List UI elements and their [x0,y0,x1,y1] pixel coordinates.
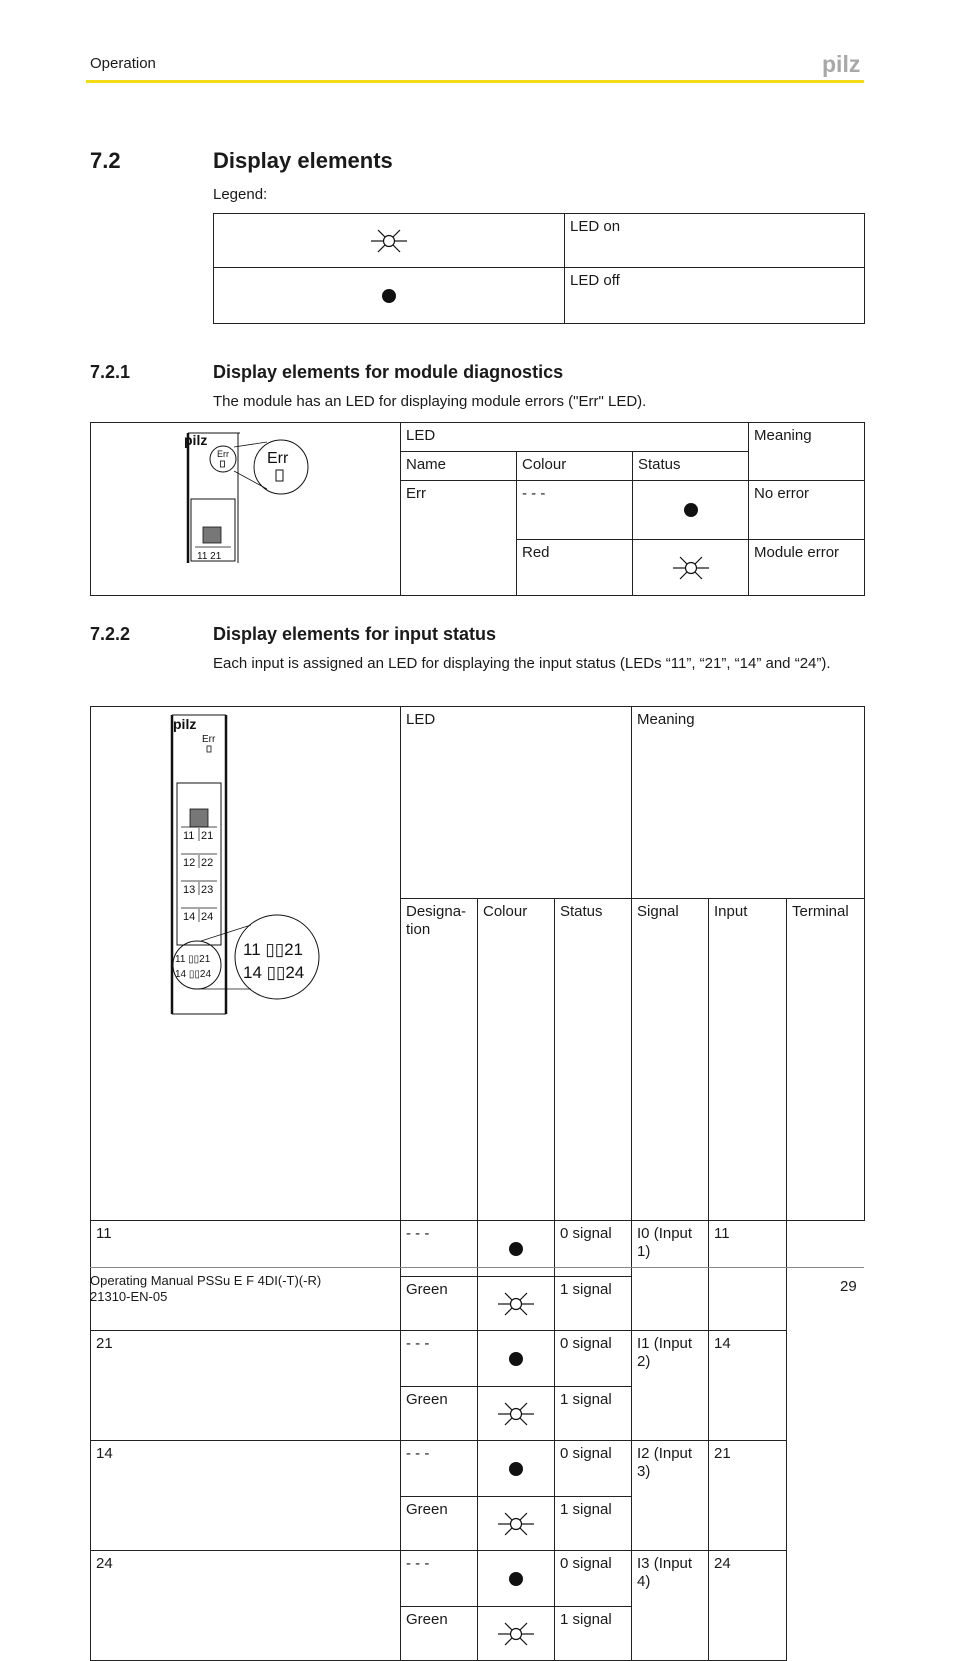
led-off-icon [509,1462,523,1476]
colour-cell: Green [401,1277,478,1331]
input-status-table [90,706,865,1661]
pilz-logo [822,51,864,77]
pilz-logo-small: pilz [184,432,208,448]
status-cell [633,540,749,596]
subsection-title: Display elements for module diagnostics [213,362,564,382]
header-meaning: Meaning [749,423,865,481]
subsection-number: 7.2.2 [90,624,131,644]
signal-cell: 0 signal [555,1331,632,1387]
err-label-zoomed: Err [267,450,289,467]
header-designation: Designa-tion [401,898,478,1220]
led-off-icon [509,1572,523,1586]
legend-cell-icon [214,268,565,324]
status-cell [478,1221,555,1277]
terminal-cell: 24 [709,1551,787,1661]
module-diagram-cell [91,423,401,596]
header-terminal: Terminal [787,898,865,1220]
footer-manual-title: Operating Manual PSSu E F 4DI(-T)(-R) [90,1273,322,1288]
table-row [91,1221,865,1277]
led-on-icon [370,226,408,256]
legend-table [213,213,865,324]
subsection-title: Display elements for input status [213,624,497,644]
table-row [91,1551,865,1607]
paragraph: The module has an LED for displaying module errors ("Err" LED). [213,393,647,410]
footer-rule [90,1267,864,1268]
header-meaning: Meaning [632,707,865,899]
status-cell [478,1387,555,1441]
colour-cell: Green [401,1387,478,1441]
led-on-icon [672,553,710,583]
zoom-big-line: 14 ▯▯24 [243,963,305,982]
designation-cell: 24 [91,1551,401,1661]
input-cell: I0 (Input 1) [632,1221,709,1331]
pilz-logo-small: pilz [173,716,197,732]
terminal-label: 11 [183,830,195,842]
zoom-big-line: 11 ▯▯21 [243,940,303,959]
led-off-icon [509,1352,523,1366]
led-off-icon [382,289,396,303]
legend-text: LED off [565,268,865,324]
terminal-label: 13 [183,884,196,896]
input-diagram [91,707,401,1220]
signal-cell: 0 signal [555,1221,632,1277]
footer-doc-number: 21310-EN-05 [90,1289,168,1304]
zoom-small-line: 14 ▯▯24 [175,969,212,980]
paragraph: Each input is assigned an LED for displaying the input status (LEDs “11”, “21”, “14” and “24”). [213,655,831,672]
legend-text: LED on [565,214,865,268]
designation-cell: 14 [91,1441,401,1551]
colour-cell: - - - [517,481,633,540]
status-cell [478,1277,555,1331]
table-row [91,1441,865,1497]
table-row [91,1331,865,1387]
meaning-cell: Module error [749,540,865,596]
status-cell [478,1607,555,1661]
designation-cell: 11 [91,1221,401,1331]
designation-cell: 21 [91,1331,401,1441]
status-cell [633,481,749,540]
module-diagnostics-table [90,422,865,596]
signal-cell: 1 signal [555,1607,632,1661]
colour-cell: Red [517,540,633,596]
header-led: LED [401,423,749,452]
led-on-icon [497,1399,535,1429]
input-cell: I1 (Input 2) [632,1331,709,1441]
header-status: Status [633,452,749,481]
status-cell [478,1551,555,1607]
led-on-icon [497,1509,535,1539]
meaning-cell: No error [749,481,865,540]
section-title: Display elements [213,148,393,173]
colour-cell: - - - [401,1441,478,1497]
led-off-icon [684,503,698,517]
pilz-logo-text: pilz [822,51,861,77]
colour-cell: - - - [401,1221,478,1277]
connector-block-icon [203,527,221,543]
terminal-cell: 21 [709,1441,787,1551]
legend-cell-icon [214,214,565,268]
input-cell: I2 (Input 3) [632,1441,709,1551]
signal-cell: 0 signal [555,1441,632,1497]
terminal-cell: 14 [709,1331,787,1441]
header-status: Status [555,898,632,1220]
header-signal: Signal [632,898,709,1220]
colour-cell: - - - [401,1331,478,1387]
colour-cell: - - - [401,1551,478,1607]
led-on-icon [497,1619,535,1649]
legend-label: Legend: [213,186,268,203]
terminal-label: 23 [201,884,214,896]
section-number: 7.2 [90,148,121,173]
running-header: Operation [90,55,156,72]
led-name: Err [401,481,517,596]
terminal-label: 22 [201,857,214,869]
signal-cell: 1 signal [555,1497,632,1551]
status-cell [478,1441,555,1497]
header-input: Input [709,898,787,1220]
led-off-icon [509,1242,523,1256]
terminal-label: 14 [183,911,196,923]
terminal-label: 21 [201,830,214,842]
terminal-cell: 11 [709,1221,787,1331]
signal-cell: 1 signal [555,1277,632,1331]
err-label-small: Err [217,449,229,459]
terminal-label: 11 21 [197,551,222,562]
module-diagram [91,423,401,595]
footer-text [90,1273,321,1305]
header-name: Name [401,452,517,481]
header-led: LED [401,707,632,899]
led-on-icon [497,1289,535,1319]
terminal-label: 24 [201,911,214,923]
signal-cell: 1 signal [555,1387,632,1441]
terminal-label: 12 [183,857,196,869]
subsection-number: 7.2.1 [90,362,131,382]
status-cell [478,1497,555,1551]
err-label: Err [202,734,216,745]
colour-cell: Green [401,1607,478,1661]
signal-cell: 0 signal [555,1551,632,1607]
zoom-small-line: 11 ▯▯21 [175,954,211,965]
header-colour: Colour [478,898,555,1220]
header-colour: Colour [517,452,633,481]
input-cell: I3 (Input 4) [632,1551,709,1661]
header-rule [86,80,864,83]
connector-block-icon [190,809,208,827]
colour-cell: Green [401,1497,478,1551]
input-diagram-cell [91,707,401,1221]
status-cell [478,1331,555,1387]
page-number: 29 [840,1278,857,1295]
